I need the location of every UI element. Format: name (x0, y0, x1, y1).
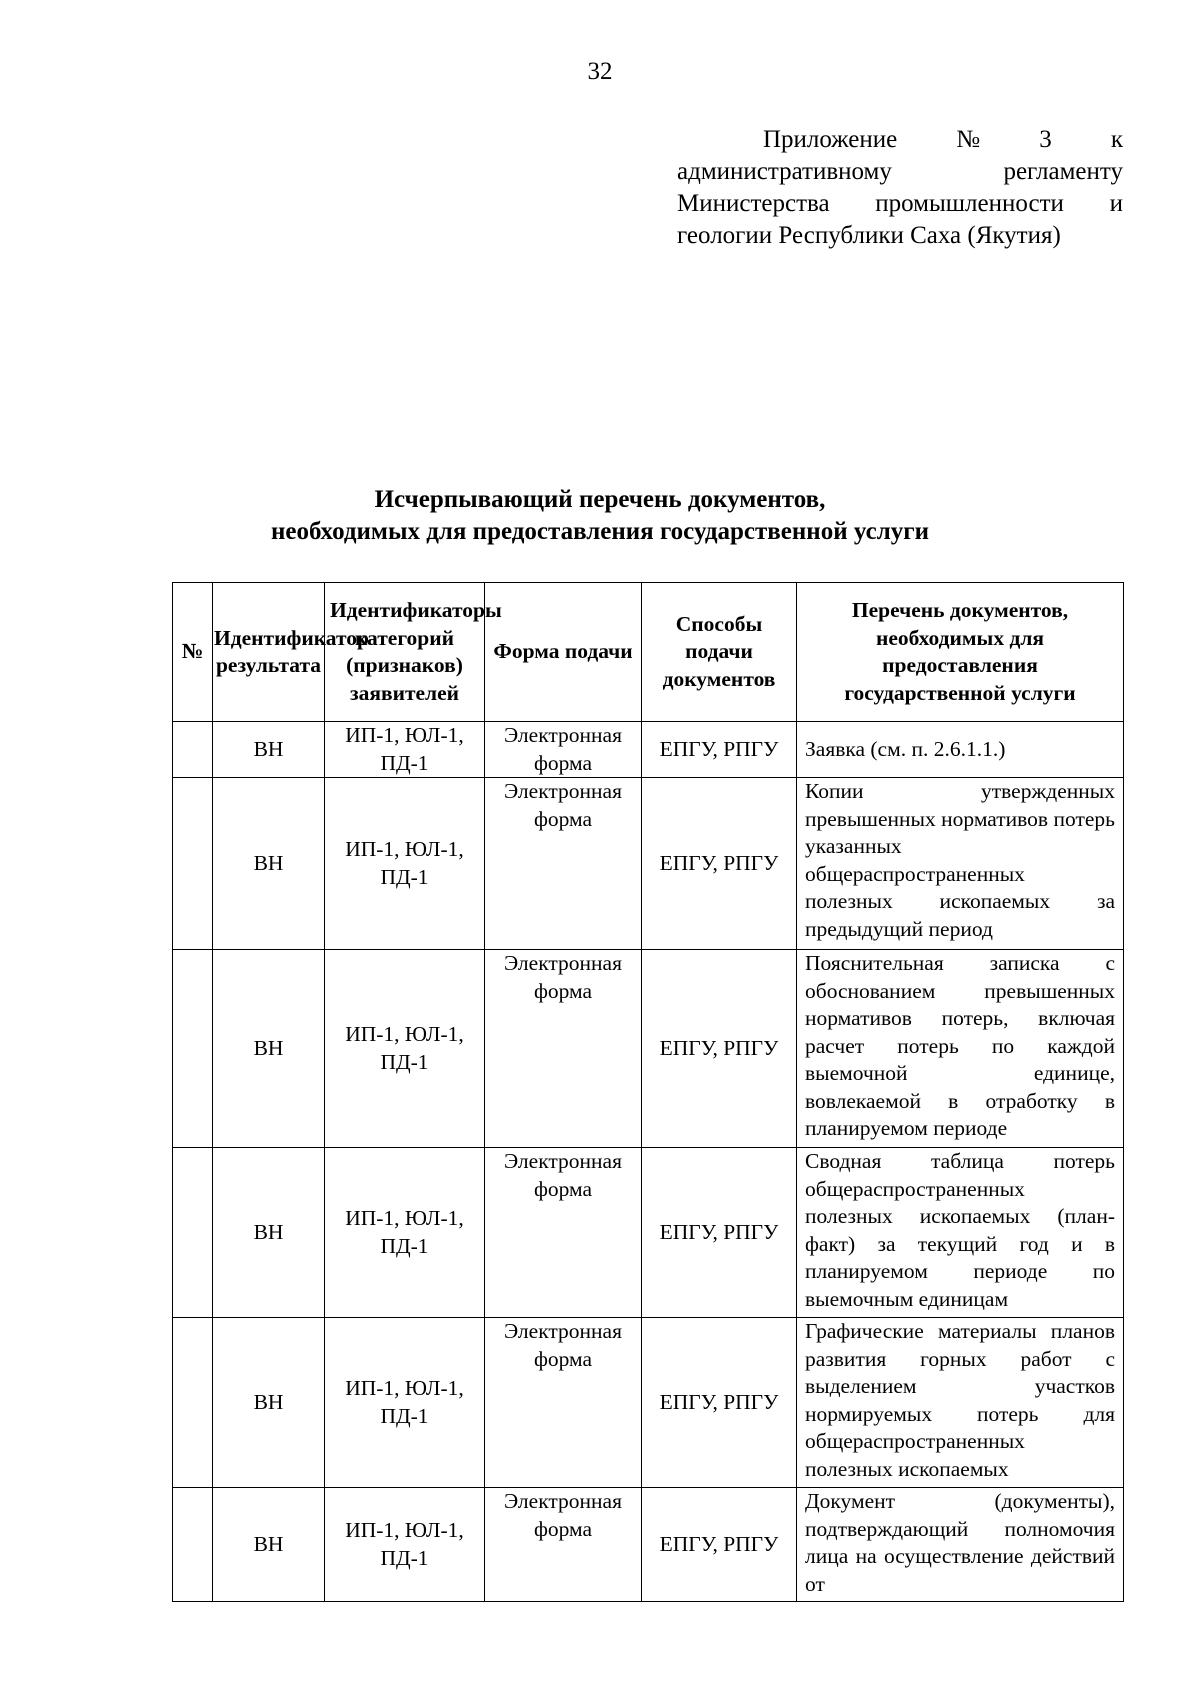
cell-form: Электронная форма (485, 950, 642, 1148)
cell-methods: ЕПГУ, РПГУ (642, 950, 797, 1148)
cell-num (173, 778, 213, 950)
appendix-line-3: Министерства промышленности и (677, 190, 1123, 217)
cell-methods: ЕПГУ, РПГУ (642, 778, 797, 950)
table-row (173, 1148, 1124, 1318)
header-methods: Способы подачи документов (642, 583, 797, 722)
cell-result-id: ВН (213, 1148, 325, 1318)
appendix-line-2: административному регламенту (677, 158, 1123, 185)
appendix-line-1: Приложение № 3 к (763, 126, 1123, 153)
cell-categories: ИП-1, ЮЛ-1, ПД-1 (325, 778, 485, 950)
cell-methods: ЕПГУ, РПГУ (642, 1488, 797, 1602)
table-header-row (173, 583, 1124, 722)
cell-form: Электронная форма (485, 778, 642, 950)
cell-document: Заявка (см. п. 2.6.1.1.) (797, 722, 1124, 778)
table-row (173, 1488, 1124, 1602)
table-row (173, 722, 1124, 778)
cell-document: Документ (документы), подтверждающий полномочия лица на осуществление действий от (797, 1488, 1124, 1602)
cell-form: Электронная форма (485, 1488, 642, 1602)
appendix-heading (677, 124, 1123, 252)
cell-form: Электронная форма (485, 722, 642, 778)
cell-categories: ИП-1, ЮЛ-1, ПД-1 (325, 1488, 485, 1602)
appendix-line-4: геологии Республики Саха (Якутия) (677, 222, 1061, 249)
cell-result-id: ВН (213, 722, 325, 778)
header-result-id: Идентификатор результата (213, 583, 325, 722)
cell-methods: ЕПГУ, РПГУ (642, 722, 797, 778)
cell-result-id: ВН (213, 1318, 325, 1488)
cell-num (173, 1318, 213, 1488)
cell-categories: ИП-1, ЮЛ-1, ПД-1 (325, 1148, 485, 1318)
cell-methods: ЕПГУ, РПГУ (642, 1318, 797, 1488)
header-categories: Идентификаторы категорий (признаков) заявителей (325, 583, 485, 722)
document-title (0, 484, 1200, 548)
cell-result-id: ВН (213, 950, 325, 1148)
cell-num (173, 1148, 213, 1318)
header-documents: Перечень документов, необходимых для предоставления государственной услуги (797, 583, 1124, 722)
cell-categories: ИП-1, ЮЛ-1, ПД-1 (325, 722, 485, 778)
cell-methods: ЕПГУ, РПГУ (642, 1148, 797, 1318)
title-line-1: Исчерпывающий перечень документов, (374, 486, 826, 513)
documents-table (172, 582, 1124, 1602)
cell-form: Электронная форма (485, 1148, 642, 1318)
cell-document: Графические материалы планов развития горных работ с выделением участков нормируемых потерь для общераспространенных полезных ископаемых (797, 1318, 1124, 1488)
table-row (173, 950, 1124, 1148)
table-row (173, 1318, 1124, 1488)
cell-categories: ИП-1, ЮЛ-1, ПД-1 (325, 950, 485, 1148)
cell-num (173, 1488, 213, 1602)
cell-result-id: ВН (213, 778, 325, 950)
page-number: 32 (587, 58, 613, 85)
cell-document: Сводная таблица потерь общераспространенных полезных ископаемых (план-факт) за текущий год и в планируемом периоде по выемочным единицам (797, 1148, 1124, 1318)
cell-num (173, 950, 213, 1148)
cell-document: Пояснительная записка с обоснованием превышенных нормативов потерь, включая расчет потерь по каждой выемочной единице, вовлекаемой в отработку в планируемом периоде (797, 950, 1124, 1148)
title-line-2: необходимых для предоставления государственной услуги (271, 518, 929, 545)
cell-num (173, 722, 213, 778)
header-num: № (173, 583, 213, 722)
cell-form: Электронная форма (485, 1318, 642, 1488)
cell-result-id: ВН (213, 1488, 325, 1602)
header-form: Форма подачи (485, 583, 642, 722)
cell-categories: ИП-1, ЮЛ-1, ПД-1 (325, 1318, 485, 1488)
table-row (173, 778, 1124, 950)
cell-document: Копии утвержденных превышенных нормативов потерь указанных общераспространенных полезных ископаемых за предыдущий период (797, 778, 1124, 950)
